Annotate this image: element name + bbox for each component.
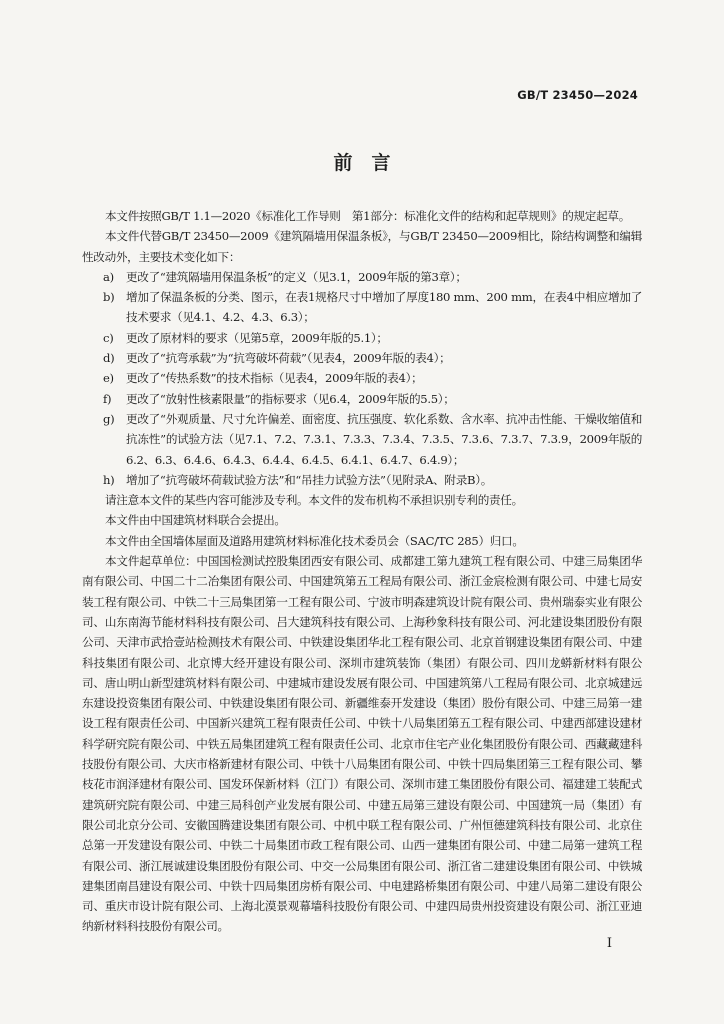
list-marker: b) — [103, 290, 115, 305]
list-item-text: 更改了“抗弯承载”为“抗弯破坏荷载”（见表4，2009年版的表4）； — [126, 351, 451, 366]
page-number: I — [606, 936, 612, 951]
list-item — [82, 267, 642, 287]
list-item — [82, 389, 642, 409]
list-item — [82, 368, 642, 388]
list-item-text: 更改了“传热系数”的技术指标（见表4，2009年版的表4）； — [126, 371, 423, 386]
list-marker: d) — [103, 351, 115, 366]
list-item-text: 更改了“建筑隔墙用保温条板”的定义（见3.1，2009年版的第3章）； — [126, 269, 467, 284]
list-item — [82, 287, 642, 328]
list-item — [82, 470, 642, 490]
page-title: 前 言 — [333, 152, 391, 174]
list-item-text: 更改了原材料的要求（见第5章，2009年版的5.1）； — [126, 330, 388, 345]
list-marker: a) — [103, 269, 114, 284]
change-list — [82, 267, 642, 490]
list-marker: f) — [103, 391, 112, 406]
document-body — [82, 206, 642, 937]
list-item-text: 更改了“放射性核素限量”的指标要求（见6.4，2009年版的5.5）； — [126, 391, 455, 406]
list-marker: h) — [103, 472, 115, 487]
list-marker: c) — [103, 330, 114, 345]
list-item-text: 增加了“抗弯破坏荷载试验方法”和“吊挂力试验方法”（见附录A、附录B）。 — [126, 472, 493, 487]
list-marker: g) — [103, 411, 115, 426]
committee-paragraph: 本文件由全国墙体屋面及道路用建筑材料标准化技术委员会（SAC/TC 285）归口。 — [105, 533, 524, 548]
proposer-paragraph: 本文件由中国建筑材料联合会提出。 — [105, 513, 286, 528]
list-item-text: 增加了保温条板的分类、图示，在表1规格尺寸中增加了厚度180 mm、200 mm，在表4中相应增加了技术要求（见4.1、4.2、4.3、6.3）； — [126, 290, 642, 325]
list-marker: e) — [103, 371, 114, 386]
list-item-text: 更改了“外观质量、尺寸允许偏差、面密度、抗压强度、软化系数、含水率、抗冲击性能、干燥收缩值和抗冻性”的试验方法（见7.1、7.2、7.3.1、7.3.3、7.3.4、7.3.5、7.3.6、7.3.7、7.3.9，2009年版的6.2、6.3、6.4.6、6.4.3、6.4.4、6.4.5、6.4.1、6.4.7、6.4.9）； — [126, 411, 642, 467]
list-item — [82, 409, 642, 470]
drafting-units-paragraph: 本文件起草单位：中国国检测试控股集团西安有限公司、成都建工第九建筑工程有限公司、中建三局集团华南有限公司、中国二十二冶集团有限公司、中国建筑第五工程局有限公司、浙江金宸检测有限公司、中建七局安装工程有限公司、中铁二十三局集团第一工程有限公司、宁波市明森建筑设计院有限公司、贵州瑞泰实业有限公司、山东南海节能材料科技有限公司、吕大建筑科技有限公司、上海秒象科技有限公司、河北建设集团股份有限公司、天津市武拾壹站检测技术有限公司、中铁建设集团华北工程有限公司、北京首钢建设集团有限公司、中建科技集团有限公司、北京博大经开建设有限公司、深圳市建筑装饰（集团）有限公司、四川龙蟒新材料有限公司、唐山明山新型建筑材料有限公司、中建城市建设发展有限公司、中国建筑第八工程局有限公司、北京城建远东建设投资集团有限公司、中铁建设集团有限公司、新疆维泰开发建设（集团）股份有限公司、中建三局第一建设工程有限责任公司、中国新兴建筑工程有限责任公司、中铁十八局集团第五工程有限公司、中建西部建设建材科学研究院有限公司、中铁五局集团建筑工程有限责任公司、北京市住宅产业化集团股份有限公司、西藏藏建科技股份有限公司、大庆市格新建材有限公司、中铁十八局集团有限公司、中铁十四局集团第三工程有限公司、攀枝花市润泽建材有限公司、国发环保新材料（江门）有限公司、深圳市建工集团股份有限公司、福建建工装配式建筑研究院有限公司、中建三局科创产业发展有限公司、中建五局第三建设有限公司、中国建筑一局（集团）有限公司北京分公司、安徽国腾建设集团有限公司、中机中联工程有限公司、广州恒德建筑科技有限公司、北京住总第一开发建设有限公司、中铁二十局集团市政工程有限公司、山西一建集团有限公司、中建二局第一建筑工程有限公司、浙江展诚建设集团股份有限公司、中交一公局集团有限公司、浙江省二建建设集团有限公司、中铁城建集团南昌建设有限公司、中铁十四局集团房桥有限公司、中电建路桥集团有限公司、中建八局第二建设有限公司、重庆市设计院有限公司、上海北漠景观幕墙科技股份有限公司、中建四局贵州投资建设有限公司、浙江亚迪纳新材料科技股份有限公司。 — [82, 554, 642, 934]
intro-paragraph: 本文件代替GB/T 23450—2009《建筑隔墙用保温条板》，与GB/T 23450—2009相比，除结构调整和编辑性改动外，主要技术变化如下： — [82, 229, 642, 264]
list-item — [82, 328, 642, 348]
list-item — [82, 348, 642, 368]
standard-code: GB/T 23450—2024 — [517, 88, 638, 102]
patent-notice: 请注意本文件的某些内容可能涉及专利。本文件的发布机构不承担识别专利的责任。 — [105, 493, 523, 508]
intro-paragraph: 本文件按照GB/T 1.1—2020《标准化工作导则 第1部分：标准化文件的结构和起草规则》的规定起草。 — [105, 209, 630, 223]
